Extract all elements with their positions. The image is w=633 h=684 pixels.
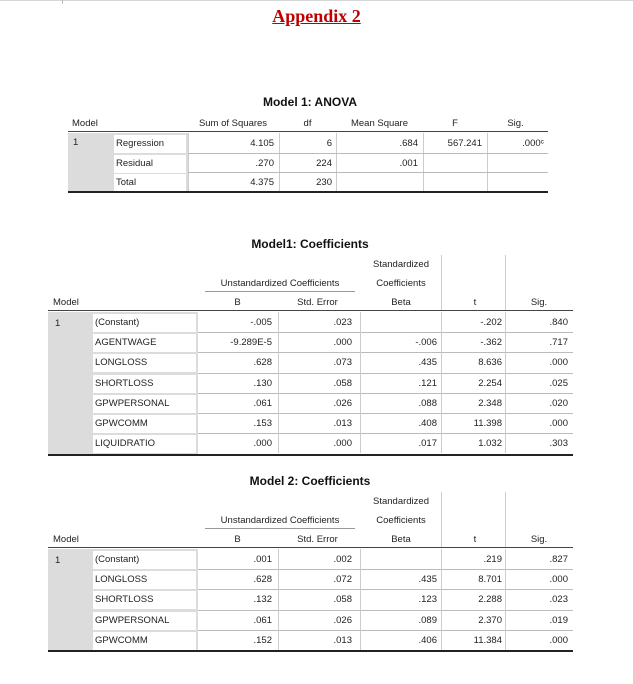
coef2-model-number: 1 bbox=[55, 555, 61, 566]
coef2-row-label: GPWCOMM bbox=[93, 632, 196, 650]
coef2-col-divider bbox=[441, 549, 442, 650]
anova-col-divider bbox=[487, 133, 488, 191]
anova-col-divider bbox=[423, 133, 424, 191]
coef1-header-coefficients: Coefficients bbox=[376, 278, 426, 289]
coef2-header-divider bbox=[505, 492, 506, 547]
anova-row-label: Regression bbox=[114, 135, 186, 153]
anova-row-rule bbox=[188, 172, 548, 173]
coef1-row-rule bbox=[198, 352, 573, 353]
coef2-cell-sig: .000 bbox=[549, 574, 568, 586]
coef1-col-divider bbox=[360, 312, 361, 453]
anova-bottom-rule bbox=[68, 191, 548, 193]
coef1-header-se: Std. Error bbox=[297, 297, 338, 308]
anova-header-model: Model bbox=[72, 118, 98, 129]
anova-cell-f: 567.241 bbox=[447, 138, 482, 149]
coef1-header-divider bbox=[441, 255, 442, 310]
coef1-cell-b: -.005 bbox=[250, 317, 272, 328]
coef1-cell-sig: .000 bbox=[549, 357, 568, 369]
coef1-header-t: t bbox=[473, 297, 477, 308]
coef2-cell-b: .061 bbox=[253, 614, 272, 626]
coef1-title: Model1: Coefficients bbox=[251, 237, 369, 251]
coef2-row-label: GPWPERSONAL bbox=[93, 612, 196, 630]
anova-cell-df: 6 bbox=[326, 138, 332, 149]
coef2-bottom-rule bbox=[48, 650, 573, 652]
coef2-header-model: Model bbox=[53, 534, 79, 545]
coef2-cell-t: 11.384 bbox=[473, 634, 502, 646]
anova-cell-ms: .684 bbox=[399, 138, 418, 149]
coef2-cell-t: 2.370 bbox=[478, 614, 502, 626]
coef1-col-divider bbox=[505, 312, 506, 453]
coef1-row-rule bbox=[198, 393, 573, 394]
anova-header-ms: Mean Square bbox=[350, 118, 409, 129]
anova-title: Model 1: ANOVA bbox=[262, 95, 357, 109]
coef1-row-rule bbox=[198, 433, 573, 434]
coef2-col-divider bbox=[278, 549, 279, 650]
coef1-cell-b: .153 bbox=[253, 418, 272, 429]
coef2-cell-b: .152 bbox=[253, 634, 272, 646]
coef1-model-number: 1 bbox=[55, 318, 61, 329]
coef1-cell-sig: .000 bbox=[549, 418, 568, 429]
anova-row-label: Residual bbox=[114, 155, 186, 173]
coef2-cell-beta: .406 bbox=[418, 634, 437, 646]
coef1-cell-beta: .121 bbox=[418, 377, 437, 389]
anova-cell-ss: 4.375 bbox=[250, 177, 274, 188]
coef2-header-divider bbox=[441, 492, 442, 547]
anova-col-divider bbox=[336, 133, 337, 191]
coef1-row-label: (Constant) bbox=[93, 314, 196, 332]
coef2-row-rule bbox=[198, 569, 573, 570]
coef1-cell-b: .000 bbox=[253, 438, 272, 450]
coef2-header-b: B bbox=[234, 534, 241, 545]
anova-cell-ss: 4.105 bbox=[250, 138, 274, 149]
coef1-row-label: GPWCOMM bbox=[93, 415, 196, 433]
coef1-cell-sig: .303 bbox=[549, 438, 568, 450]
coef1-row-label: GPWPERSONAL bbox=[93, 395, 196, 413]
coef1-cell-t: 1.032 bbox=[478, 438, 502, 450]
coef1-cell-se: .013 bbox=[333, 418, 352, 429]
coef1-cell-se: .000 bbox=[333, 438, 352, 450]
coef1-cell-se: .073 bbox=[333, 357, 352, 369]
coef1-cell-se: .058 bbox=[333, 377, 352, 389]
coef1-cell-sig: .020 bbox=[549, 397, 568, 409]
coef2-cell-sig: .023 bbox=[549, 594, 568, 606]
coef2-cell-b: .628 bbox=[253, 574, 272, 586]
anova-cell-df: 230 bbox=[316, 177, 332, 188]
coef2-cell-beta: .123 bbox=[418, 594, 437, 606]
coef2-row-label: (Constant) bbox=[93, 551, 196, 569]
coef2-cell-beta: .089 bbox=[418, 614, 437, 626]
coef2-header-unstandardized: Unstandardized Coefficients bbox=[220, 515, 340, 526]
coef2-col-divider bbox=[360, 549, 361, 650]
coef1-row-label: SHORTLOSS bbox=[93, 375, 196, 393]
coef2-header-se: Std. Error bbox=[297, 534, 338, 545]
coef1-cell-b: -9.289E-5 bbox=[230, 337, 272, 349]
coef1-row-rule bbox=[198, 413, 573, 414]
page-top-border bbox=[0, 0, 633, 1]
anova-cell-ms: .001 bbox=[399, 158, 418, 169]
coef2-row-label: SHORTLOSS bbox=[93, 591, 196, 609]
coef1-cell-sig: .025 bbox=[549, 377, 568, 389]
coef1-col-divider bbox=[278, 312, 279, 453]
coef2-cell-se: .026 bbox=[333, 614, 352, 626]
coef1-header-b: B bbox=[234, 297, 241, 308]
anova-header-rule bbox=[68, 131, 548, 132]
page-corner-mark bbox=[62, 0, 63, 4]
anova-cell-ss: .270 bbox=[255, 158, 274, 169]
coef1-header-standardized: Standardized bbox=[373, 259, 429, 270]
anova-cell-df: 224 bbox=[316, 158, 332, 169]
coef2-title: Model 2: Coefficients bbox=[249, 474, 371, 488]
coef1-cell-beta: .017 bbox=[418, 438, 437, 450]
coef2-header-coefficients: Coefficients bbox=[376, 515, 426, 526]
anova-header-ss: Sum of Squares bbox=[198, 118, 268, 129]
anova-row-rule bbox=[188, 153, 548, 154]
coef1-cell-t: -.202 bbox=[480, 317, 502, 328]
anova-col-divider bbox=[279, 133, 280, 191]
coef2-cell-t: .219 bbox=[483, 554, 502, 565]
coef1-cell-se: .023 bbox=[333, 317, 352, 328]
coef2-cell-b: .001 bbox=[253, 554, 272, 565]
coef2-row-label: LONGLOSS bbox=[93, 571, 196, 589]
coef1-cell-beta: -.006 bbox=[415, 337, 437, 349]
coef2-row-rule bbox=[198, 610, 573, 611]
coef1-header-divider bbox=[505, 255, 506, 310]
anova-header-f: F bbox=[452, 118, 458, 129]
anova-header-df: df bbox=[303, 118, 312, 129]
coef2-cell-se: .058 bbox=[333, 594, 352, 606]
anova-model-number: 1 bbox=[73, 137, 79, 148]
coef1-cell-t: 8.636 bbox=[478, 357, 502, 369]
coef1-cell-t: 2.348 bbox=[478, 397, 502, 409]
coef2-cell-beta: .435 bbox=[418, 574, 437, 586]
coef1-cell-se: .000 bbox=[333, 337, 352, 349]
coef2-col-divider bbox=[505, 549, 506, 650]
coef1-row-rule bbox=[198, 373, 573, 374]
coef1-cell-beta: .435 bbox=[418, 357, 437, 369]
coef2-header-span-rule bbox=[205, 528, 355, 529]
coef2-header-standardized: Standardized bbox=[373, 496, 429, 507]
coef1-row-rule bbox=[198, 332, 573, 333]
coef2-cell-se: .002 bbox=[333, 554, 352, 565]
coef2-header-t: t bbox=[473, 534, 477, 545]
coef1-cell-sig: .840 bbox=[549, 317, 568, 328]
coef1-row-label: AGENTWAGE bbox=[93, 334, 196, 352]
coef1-bottom-rule bbox=[48, 454, 573, 456]
coef1-cell-sig: .717 bbox=[549, 337, 568, 349]
coef2-cell-sig: .827 bbox=[549, 554, 568, 565]
coef1-cell-b: .061 bbox=[253, 397, 272, 409]
coef1-header-beta: Beta bbox=[391, 297, 411, 308]
anova-row-label: Total bbox=[114, 174, 186, 191]
coef1-cell-t: 11.398 bbox=[473, 418, 502, 429]
coef1-header-sig: Sig. bbox=[530, 297, 548, 308]
coef1-header-model: Model bbox=[53, 297, 79, 308]
coef2-row-rule bbox=[198, 630, 573, 631]
appendix-title: Appendix 2 bbox=[272, 6, 361, 26]
anova-col-divider bbox=[188, 133, 189, 191]
anova-cell-sig: .000ᶜ bbox=[522, 138, 544, 149]
coef2-cell-sig: .019 bbox=[549, 614, 568, 626]
coef1-header-unstandardized: Unstandardized Coefficients bbox=[220, 278, 340, 289]
coef2-header-beta: Beta bbox=[391, 534, 411, 545]
coef1-row-label: LONGLOSS bbox=[93, 354, 196, 372]
coef2-cell-t: 8.701 bbox=[478, 574, 502, 586]
coef1-col-divider bbox=[441, 312, 442, 453]
coef1-cell-t: 2.254 bbox=[478, 377, 502, 389]
coef1-cell-se: .026 bbox=[333, 397, 352, 409]
coef2-cell-b: .132 bbox=[253, 594, 272, 606]
coef2-header-rule bbox=[48, 547, 573, 548]
coef1-cell-beta: .408 bbox=[418, 418, 437, 429]
coef2-cell-sig: .000 bbox=[549, 634, 568, 646]
coef1-header-rule bbox=[48, 310, 573, 311]
coef2-cell-se: .013 bbox=[333, 634, 352, 646]
coef2-cell-t: 2.288 bbox=[478, 594, 502, 606]
coef1-cell-b: .130 bbox=[253, 377, 272, 389]
coef1-header-span-rule bbox=[205, 291, 355, 292]
coef2-row-rule bbox=[198, 589, 573, 590]
anova-header-sig: Sig. bbox=[507, 118, 524, 129]
coef1-cell-b: .628 bbox=[253, 357, 272, 369]
coef1-cell-beta: .088 bbox=[418, 397, 437, 409]
coef2-cell-se: .072 bbox=[333, 574, 352, 586]
coef1-row-label: LIQUIDRATIO bbox=[93, 435, 196, 453]
coef2-header-sig: Sig. bbox=[530, 534, 548, 545]
coef1-cell-t: -.362 bbox=[480, 337, 502, 349]
